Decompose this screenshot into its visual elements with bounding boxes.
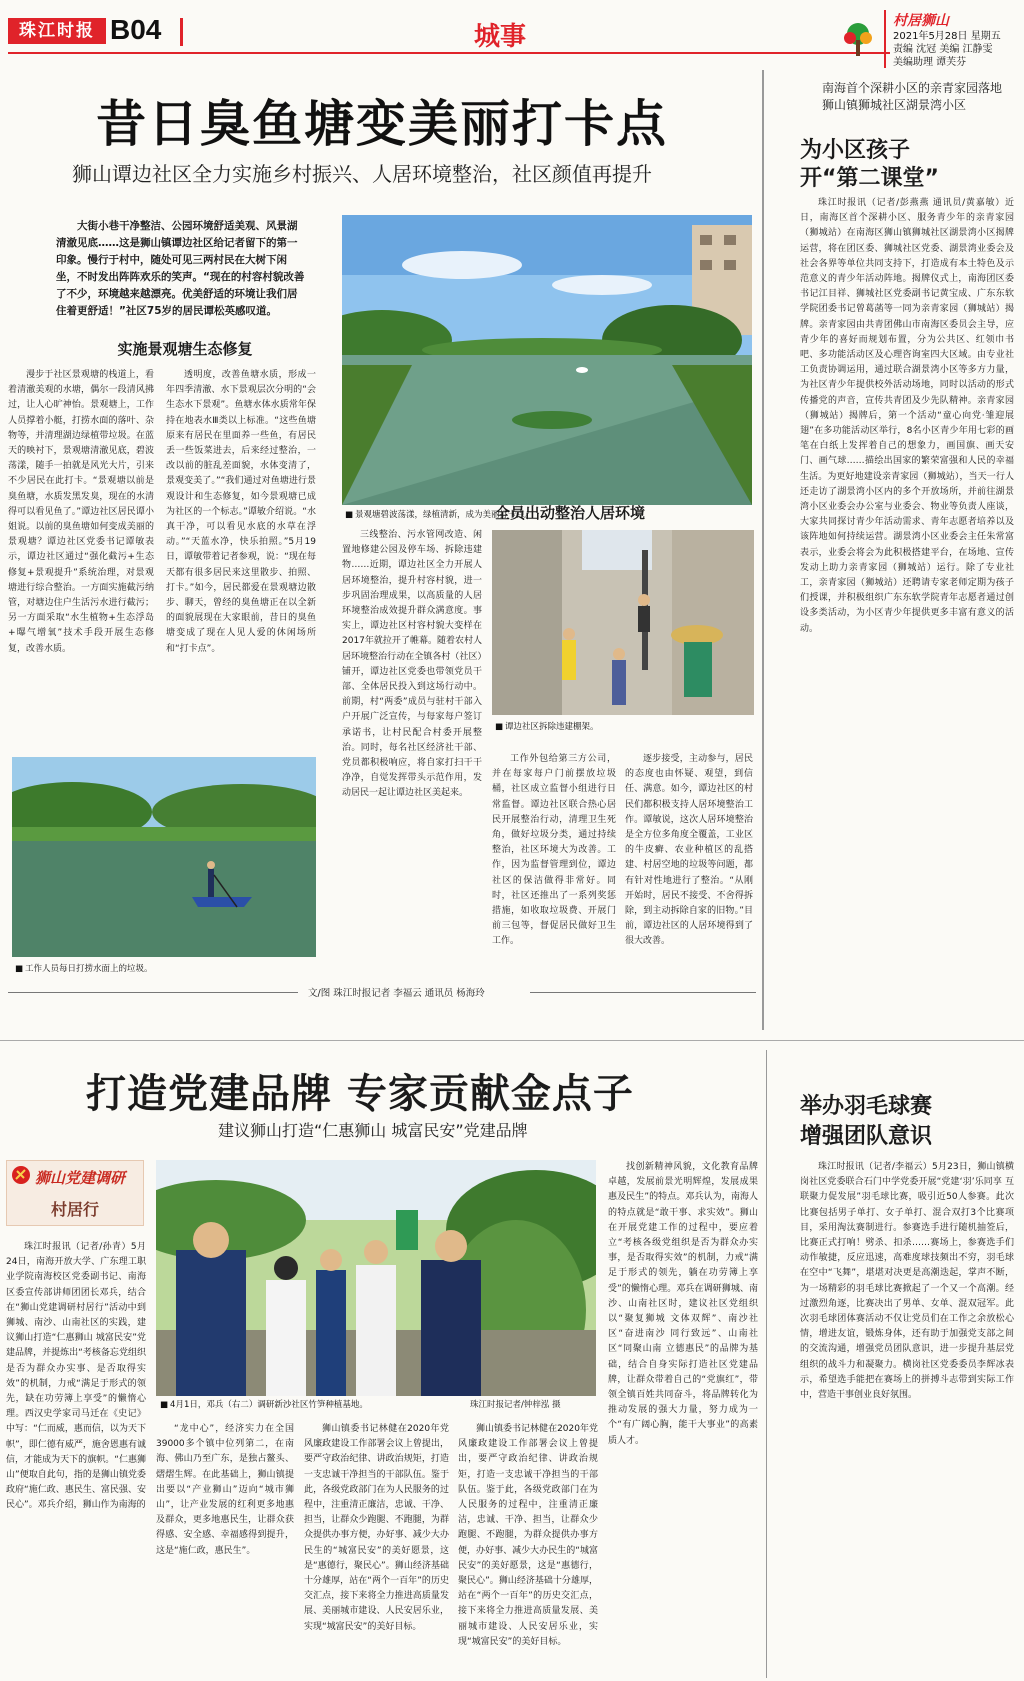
article2-col3b: 狮山镇委书记林健在2020年党风廉政建设工作部署会议上曾提出，要严守政治纪律、讲政治规矩，打造一支忠诚干净担当的干部队伍。鉴于此，各级党政部门在为人民服务的过程中，注重清正廉洁，忠诚、干净、担当，让群众少跑腿、不跑腿，为群众提供办事方便，办好事、减少大办民生的“城富民安”的美好愿景，这是“惠德行，聚民心”。狮山经济基础十分雄厚，站在“两个一百年”的历史交汇点，接下来将全力推进高质量发展、美丽城市建设、人民安居乐业，实现“城富民安”的美好目标。 xyxy=(458,1424,598,1647)
party-emblem-icon xyxy=(11,1165,31,1185)
sidebar1-kicker: 南海首个深耕小区的亲青家园落地狮山镇狮城社区湖景湾小区 xyxy=(822,81,1003,112)
badge-subtitle: 村居行 xyxy=(51,1200,100,1219)
sidebar2-title-line1: 举办羽毛球赛 xyxy=(800,1094,933,1119)
article1-intro: 大街小巷干净整洁、公园环境舒适美观、风景湖清澈见底……这是狮山镇谭边社区给记者留下的第一印象。慢行于村中，随处可见三两村民在大树下闲坐，不时发出阵阵欢乐的笑声。“现在的村容村貌改善了不少，环境越来越漂亮。优美舒适的环境让我们居住着更舒适！”社区75岁的居民谭松英感叹道。 xyxy=(56,220,305,317)
column-badge xyxy=(6,1160,144,1226)
header-vertical-rule xyxy=(884,10,886,68)
badge-title: 狮山党建调研 xyxy=(35,1169,126,1187)
photo1-caption: ■ 景观塘碧波荡漾，绿植清新，成为美丽打卡点。 xyxy=(345,508,534,520)
article1-col2: 透明度，改善鱼塘水质，形成一年四季清澈、水下景观层次分明的“会生态水下景观”。鱼塘水体水质常年保持在地表水Ⅲ类以上标准。“这些鱼塘原来有居民在里面养一些鱼，有居民丢一些饭菜进去，后来经过整治，一改以前的脏乱差面貌，水体变清了，景观变美了。”“我们通过对鱼塘进行景观设计和生态修复，如今景观塘已成为社区的一个标志。”谭敏介绍说。“水真干净，可以看见水底的水草在浮动。”“天蓝水净，快乐拍照。”5月19日，谭敏带着记者参观，说：“现在每天都有很多居民来这里散步、拍照、打卡。”如今，居民都爱在景观塘边散步、聊天，曾经的臭鱼塘正在以全新的面貌展现在大家眼前，昔日的臭鱼塘变成了现在人见人爱的休闲场所和“打卡点”。 xyxy=(166,370,316,654)
sidebar1-title-line2: 开“第二课堂” xyxy=(800,166,939,191)
section-rule xyxy=(0,1040,1024,1041)
sidebar1-body: 珠江时报讯（记者/彭燕燕 通讯员/黄嘉敏）近日，南海区首个深耕小区、服务青少年的亲青家园（狮城站）在南海区狮山镇狮城社区湖景湾小区揭牌运营，将在团区委、狮城社区党委、湖景湾业委会及社会各界等单位共同支持下，打造成有本土特色及示范意义的青少年活动阵地。揭牌仪式上，南海团区委书记江目祥、狮城社区党委副书记黄宝成、广东东软学院团委书记曾葛菡等一同为亲青家园（狮城站）揭牌。亲青家园由共青团佛山市南海区委员会主导，应青少年的喜好而规划布置，分为公共区、红领巾书吧、多功能活动区及心理咨询室四大区域。由专业社工负责协调运用，通过联合湖景湾小区等多方力量，为社区青少年提供校外活动场地，同时以活动的形式传播党的声音，宣传共青团及少先队精神。亲青家园（狮城站）揭牌后，第一个活动“童心向党·雏迎展翅”在多功能活动区举行，8名小区青少年用七彩的画笔在白纸上发挥着自己的想象力，画国旗、画天安门、画气球……描绘出国家的繁荣富强和人民的幸福生活。为更好地建设亲青家园（狮城站），当天一行人还走访了湖景湾小区内的多个开放场所，并前往湖景湾小区业委会办公室与业委会、物业等负责人座谈，大家共同探讨青少年活动需求、青年志愿者培养以及该阵地如何持续运营。湖景湾小区业委会主任朱常富表示，业委会将会为此积极搭建平台，在场地、宣传发动上助力亲青家园（狮城站）运行。除了专业社工，亲青家园（狮城站）还聘请专家老师定期为孩子们授课，并积极组织广东东软学院青年志愿者通过创设多类活动，为小区青少年提供更多丰富有意义的活动。 xyxy=(800,198,1014,634)
paper-logo: 珠江时报 xyxy=(8,18,106,44)
issue-date: 2021年5月28日 星期五 xyxy=(893,31,1001,42)
photo4-credit: 珠江时报记者/钟梓泓 摄 xyxy=(470,1400,561,1410)
byline-rule-right xyxy=(530,992,756,993)
sidebar-divider xyxy=(762,70,764,1030)
article1-col1: 漫步于社区景观塘的栈道上，看着清澈美观的水塘，偶尔一段清风拂过，让人心旷神怡。景观塘上，工作人员撑着小艇，打捞水面的落叶、杂物等，并清理湖边绿植带垃圾。在蓝天的映衬下，景观塘清澈见底，碧波荡漾，随手一拍就是风光大片，引来不少居民在此打卡。“景观塘以前是臭鱼塘，水质发黑发臭，现在的水清得可以看见鱼了。”谭边社区居民谭小姐说。以前的臭鱼塘如何变成美丽的景观塘？谭边社区党委书记谭敏表示，谭边社区通过“强化截污+生态修复+景观提升”系统治理，对景观塘进行综合整治。一方面实施截污纳管，对塘边住户生活污水进行截污；另一方面采取“水生植物+生态浮岛+曝气增氧”技术手段开展生态修复，改善水质。 xyxy=(8,370,154,654)
section2-title: 全员出动整治人居环境 xyxy=(494,504,645,522)
sidebar2-title-line2: 增强团队意识 xyxy=(800,1124,933,1149)
article1-byline: 文/图 珠江时报记者 李福云 通讯员 杨海玲 xyxy=(308,988,485,999)
article1-col5: 逐步接受，主动参与，居民的态度也由怀疑、观望，到信任、满意。如今，谭边社区的村民们都积极支持人居环境整治工作。谭敏说，这次人居环境整治是全方位多角度全覆盖，工业区的牛皮癣、农业种植区的乱搭建、村居空地的垃圾等问题，都有针对性地进行了整治。“从刚开始时，居民不接受、不舍得拆除，到主动拆除自家的旧物。”目前，谭边社区的人居环境得到了很大改善。 xyxy=(625,754,753,947)
column-brand: 村居狮山 xyxy=(893,13,949,29)
assistant-credit: 美编助理 谭芙芬 xyxy=(893,57,967,68)
sidebar2-body: 珠江时报讯（记者/李福云）5月23日，狮山镇横岗社区党委联合石门中学党委开展“党建‘羽’乐同享 互联聚力促发展”羽毛球比赛，吸引近50人参赛。此次比赛包括男子单打、女子单打、混合双打3个比赛项目，采用淘汰赛制进行。参赛选手进行随机抽签后，比赛正式打响！劈杀、扣杀……赛场上，参赛选手们动作敏捷，反应迅速，高难度球技频出不穷，羽毛球在空中“飞舞”，堪堪对决更是高潮迭起，掌声不断，为一场精彩的羽毛球比赛掀起了一个又一个高潮。经过激烈角逐，比赛决出了男单、女单、混双冠军。此次羽毛球团体赛活动不仅让党员们在工作之余放松心情，增进友谊，锻炼身体，还有助于加强党支部之间的交流沟通，增强党员团队意识，进一步提升基层党组织的战斗力和凝聚力。横岗社区党委委员李辉冰表示，希望选手能把在赛场上的拼搏斗志带到实际工作中，营造干事创业良好氛围。 xyxy=(800,1162,1014,1401)
article2-col1: 珠江时报讯（记者/孙青）5月24日，南海开放大学、广东理工职业学院南海校区党委副书记、南海区委宣传部讲师团团长邓兵，结合在“狮山党建调研村居行”活动中到狮城、南沙、山南社区的实践，建议狮山打造“仁惠狮山 城富民安”党建品牌，并提炼出“考核备忘党组织是否为群众办实事、是否取得实效”的机制，力戒“满足于形式的领先，缺在功劳簿上享受”的懒惰心理。西汉史学家司马迁在《史记》中写：“仁而威，惠而信，以为天下帜”，即仁德有威严，施舍恩惠有诚信，才能成为天下的旗帜。“仁惠狮山”便取自此句，指的是狮山镇党委政府“施仁政、惠民生、富民强、安民心”。邓兵介绍，狮山作为南海的 xyxy=(6,1242,146,1511)
article2-col4: 找创新精神风貌，文化教育品牌卓越，发展前景光明辉煌，发展成果惠及民生”的特点。邓兵认为，南海人的特点就是“敢干事、求实效”。狮山在开展党建工作的过程中，要应着立“考核各级党组织是否为群众办实事，是否取得实效”的机制，力戒“满足于形式的领先，躺在功劳簿上享受”的懒惰心理。邓兵在调研狮城、南沙、山南社区时，建议社区党组织以“聚复狮城 文体双辉”、南沙社区“奋进南沙 同行致远”、山南社区“同聚山南 立德惠民”的品牌为基础，结合自身实际打造社区党建品牌，让群众带着自己的“党旗红”，带领全镇百姓共同奋斗，将品牌转化为推动发展的强大力量，努力成为一个“有广阔心胸，能干大事业”的高素质人才。 xyxy=(608,1162,758,1446)
article2-headline: 打造党建品牌 专家贡献金点子 xyxy=(86,1070,634,1117)
article1-headline: 昔日臭鱼塘变美丽打卡点 xyxy=(96,94,668,153)
header-rule xyxy=(8,52,890,54)
article1-col3: 三线整治、污水管网改造、闲置地修建公园及停车场、拆除违建物……近期，谭边社区全力开展人居环境整治，提升村容村貌，进一步巩固治理成果，以高质量的人居环境整治成效提升群众满意度。事实上，谭边社区村容村貌大变样在2017年就拉开了帷幕。随着农村人居环境整治行动在全镇各村（社区）铺开，谭边社区党委也带领党员干部、全体居民投入到这场行动中。前期，村“两委”成员与驻村干部入户开展广泛宣传，与每家每户签订承诺书，让村民配合村委开展整治。同时，每名社区经济社干部、党员都积极响应，将自家打扫干干净净，自觉发挥带头示范作用，发动居民一起让谭边社区美起来。 xyxy=(342,530,482,799)
section-label: 城事 xyxy=(474,22,527,52)
tree-emblem-icon xyxy=(838,20,878,60)
photo-worker-boat xyxy=(12,757,316,957)
photo2-caption: ■ 工作人员每日打捞水面上的垃圾。 xyxy=(15,962,153,974)
photo-demolition-workers xyxy=(492,530,754,715)
photo4-caption: ■ 4月1日，邓兵（右二）调研新沙社区竹笋种植基地。 xyxy=(160,1398,368,1410)
sidebar2-divider xyxy=(766,1050,767,1678)
photo-field-research xyxy=(156,1160,596,1396)
article1-subheadline: 狮山谭边社区全力实施乡村振兴、人居环境整治，社区颜值再提升 xyxy=(72,162,652,186)
header-divider xyxy=(180,18,183,46)
page-number: B04 xyxy=(110,14,162,45)
article2-col3: 狮山镇委书记林健在2020年党风廉政建设工作部署会议上曾提出，要严守政治纪律、讲政治规矩，打造一支忠诚干净担当的干部队伍。鉴于此，各级党政部门在为人民服务的过程中，注重清正廉洁，忠诚、干净、担当，让群众少跑腿、不跑腿，为群众提供办事方便，办好事、减少大办民生的“城富民安”的美好愿景，这是“惠德行，聚民心”。狮山经济基础十分雄厚，站在“两个一百年”的历史交汇点，接下来将全力推进高质量发展、美丽城市建设、人民安居乐业，实现“城富民安”的美好目标。 xyxy=(304,1424,449,1632)
article2-subheadline: 建议狮山打造“仁惠狮山 城富民安”党建品牌 xyxy=(218,1121,528,1140)
article1-col4: 工作外包给第三方公司，并在每家每户门前摆放垃圾桶，社区成立监督小组进行日常监督。谭边社区联合热心居民开展整治行动，清理卫生死角，做好垃圾分类，通过持续整治，社区环境大为改善。工作，因为监督管理到位，谭边社区的保洁做得非常好。同时，社区还推出了一系列奖惩措施，如收取垃圾费、开展门前三包等，督促居民做好卫生工作。 xyxy=(492,754,616,947)
byline-rule-left xyxy=(8,992,298,993)
photo-pond-landscape xyxy=(342,215,752,505)
photo3-caption: ■ 谭边社区拆除违建棚架。 xyxy=(495,720,599,732)
article2-col2: “龙中心”，经济实力在全国39000多个镇中位列第二，在南海、佛山乃至广东，是独占鳌头、熠熠生辉。在此基础上，狮山镇提出要以“产业狮山”迈向“城市狮山”，让产业发展的红利更多地惠及群众，更多地惠民生，让群众获得感、安全感、幸福感得到提升，这是“施仁政，惠民生”。 xyxy=(156,1424,294,1556)
sidebar1-title-line1: 为小区孩子 xyxy=(800,138,911,163)
section1-title: 实施景观塘生态修复 xyxy=(117,340,253,358)
editor-credit: 责编 沈冠 美编 江静雯 xyxy=(893,44,993,55)
